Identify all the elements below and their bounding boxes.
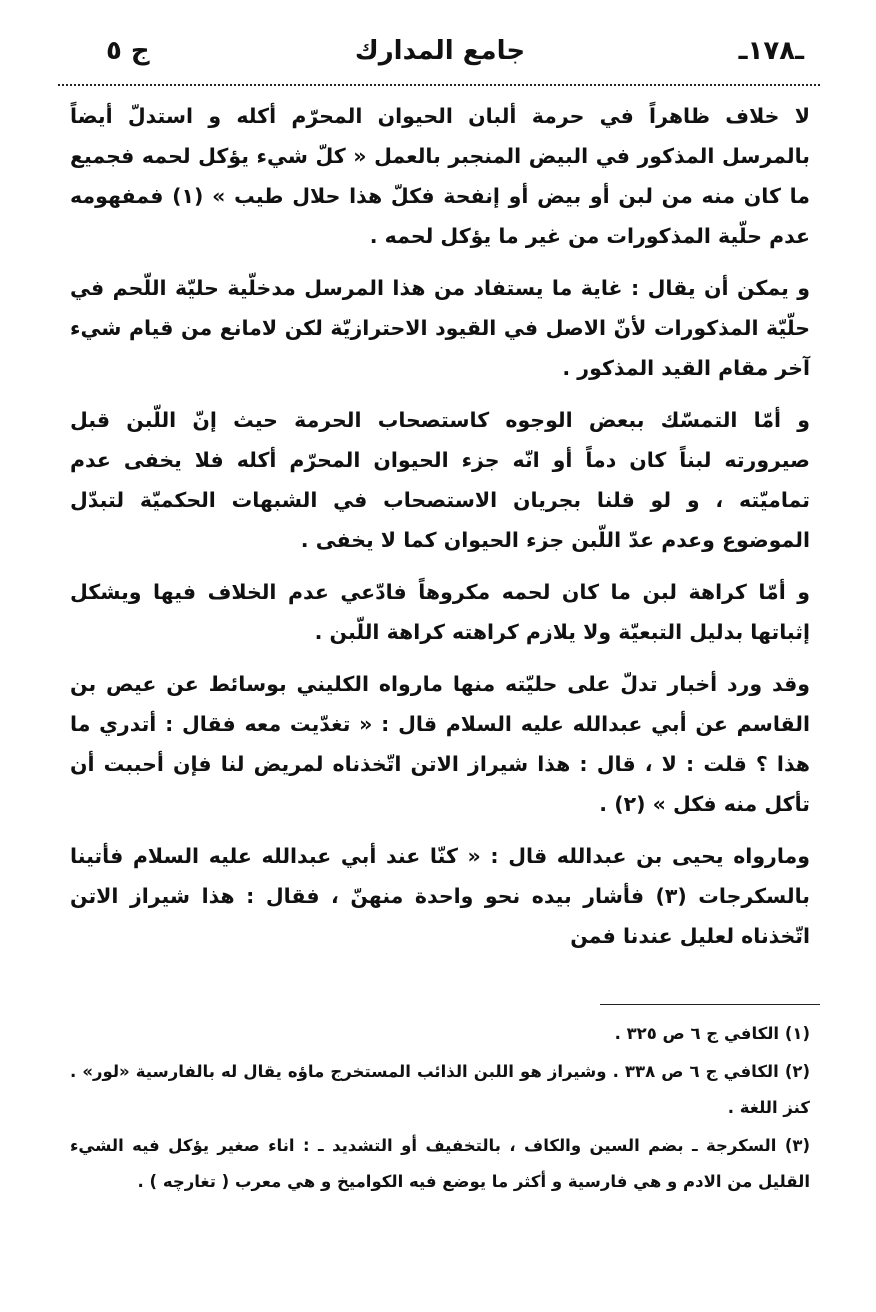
paragraph: وقد ورد أخبار تدلّ على حليّته منها مارواه الكليني بوسائط عن عيص بن القاسم عن أبي عبدالله عليه السلام قال : « تغدّيت معه فقال : أتدري ما هذا ؟ قلت : لا ، قال : هذا شيراز الاتن اتّخذناه لمريض لنا فإن أحببت أن تأكل منه فكل » (٢) . xyxy=(70,672,810,816)
paragraph: و أمّا كراهة لبن ما كان لحمه مكروهاً فادّعي عدم الخلاف فيها ويشكل إثباتها بدليل التبعيّة ولا يلازم كراهته كراهة اللّبن . xyxy=(70,580,810,644)
paragraph: و يمكن أن يقال : غاية ما يستفاد من هذا المرسل مدخلّية حليّة اللّحم في حلّيّة المذكورات لأنّ الاصل في القيود الاحترازيّة لكن لامانع من قيام شيء آخر مقام القيد المذكور . xyxy=(70,276,810,380)
page-header xyxy=(70,30,810,80)
footnote: (٢) الكافي ج ٦ ص ٣٣٨ . وشيراز هو اللبن الذائب المستخرج ماؤه يقال له بالفارسية «لور» . كنز اللغة . xyxy=(70,1062,811,1117)
page-number: ـ١٧٨ـ xyxy=(738,36,804,66)
paragraph: لا خلاف ظاهراً في حرمة ألبان الحيوان المحرّم أكله و استدلّ أيضاً بالمرسل المذكور في البيض المنجبر بالعمل « كلّ شيء يؤكل لحمه فجميع ما كان منه من لبن أو بيض أو إنفحة فكلّ هذا حلال طيب » (١) فمفهومه عدم حلّية المذكورات من غير ما يؤكل لحمه . xyxy=(70,104,810,248)
footnote: (١) الكافي ج ٦ ص ٣٢٥ . xyxy=(614,1024,810,1043)
footnotes xyxy=(70,1016,810,1202)
header-divider xyxy=(58,84,820,86)
paragraph: ومارواه يحيى بن عبدالله قال : « كنّا عند أبي عبدالله عليه السلام فأتينا بالسكرجات (٣) فأشار بيده نحو واحدة منهنّ ، فقال : هذا شيراز الاتن اتّخذناه لعليل عندنا فمن xyxy=(70,844,810,948)
main-text xyxy=(70,96,810,968)
paragraph: و أمّا التمسّك ببعض الوجوه كاستصحاب الحرمة حيث إنّ اللّبن قبل صيرورته لبناً كان دماً أو انّه جزء الحيوان المحرّم أكله فلا يخفى عدم تماميّته ، و لو قلنا بجريان الاستصحاب في الشبهات الحكميّة لتبدّل الموضوع وعدم عدّ اللّبن جزء الحيوان كما لا يخفى . xyxy=(70,408,810,552)
footnote-divider xyxy=(600,1004,820,1005)
book-title: جامع المدارك xyxy=(354,36,526,66)
volume-label: ج ٥ xyxy=(106,36,150,66)
footnote: (٣) السكرجة ـ بضم السين والكاف ، بالتخفيف أو التشديد ـ : اناء صغير يؤكل فيه الشيء القليل من الادم و هي فارسية و أكثر ما يوضع فيه الكواميخ و هي معرب ( تغارچه ) . xyxy=(70,1136,810,1191)
